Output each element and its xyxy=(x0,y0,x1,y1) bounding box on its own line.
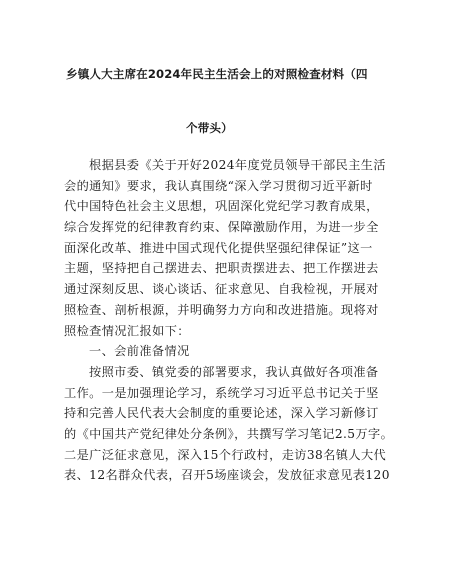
body-line: 的《中国共产党纪律处分条例》，共撰写学习笔记2.5万字。 xyxy=(64,426,394,441)
body-line: 一、会前准备情况 xyxy=(89,344,190,359)
body-line: 根据县委《关于开好2024年度党员领导干部民主生活 xyxy=(89,158,386,172)
body-line: 持和完善人民代表大会制度的重要论述，深入学习新修订 xyxy=(64,406,379,421)
document-title-line-2: 个带头） xyxy=(186,121,233,135)
document-title-line-1: 乡镇人大主席在2024年民主生活会上的对照检查材料（四 xyxy=(66,67,368,81)
body-line: 按照市委、镇党委的部署要求，我认真做好各项准备 xyxy=(89,364,379,379)
body-line: 表、12名群众代表，召开5场座谈会，发放征求意见表120 xyxy=(64,468,390,483)
body-line: 二是广泛征求意见，深入15个行政村，走访38名镇人大代 xyxy=(64,447,387,462)
body-line: 通过深刻反思、谈心谈话、征求意见、自我检视，开展对 xyxy=(64,282,379,297)
body-line: 照检查情况汇报如下： xyxy=(64,323,190,338)
body-line: 代中国特色社会主义思想，巩固深化党纪学习教育成果， xyxy=(64,199,379,214)
body-line: 综合发挥党的纪律教育约束、保障激励作用，为进一步全 xyxy=(64,220,379,235)
body-line: 主题，坚持把自己摆进去、把职责摆进去、把工作摆进去 xyxy=(64,261,379,276)
body-line: 工作。一是加强理论学习，系统学习习近平总书记关于坚 xyxy=(64,385,379,400)
body-line: 照检查、剖析根源，并明确努力方向和改进措施。现将对 xyxy=(64,302,379,317)
body-line: 面深化改革、推进中国式现代化提供坚强纪律保证”这一 xyxy=(64,240,373,255)
body-line: 会的通知》要求，我认真围绕“深入学习贯彻习近平新时 xyxy=(64,178,373,193)
document-body xyxy=(64,155,394,486)
